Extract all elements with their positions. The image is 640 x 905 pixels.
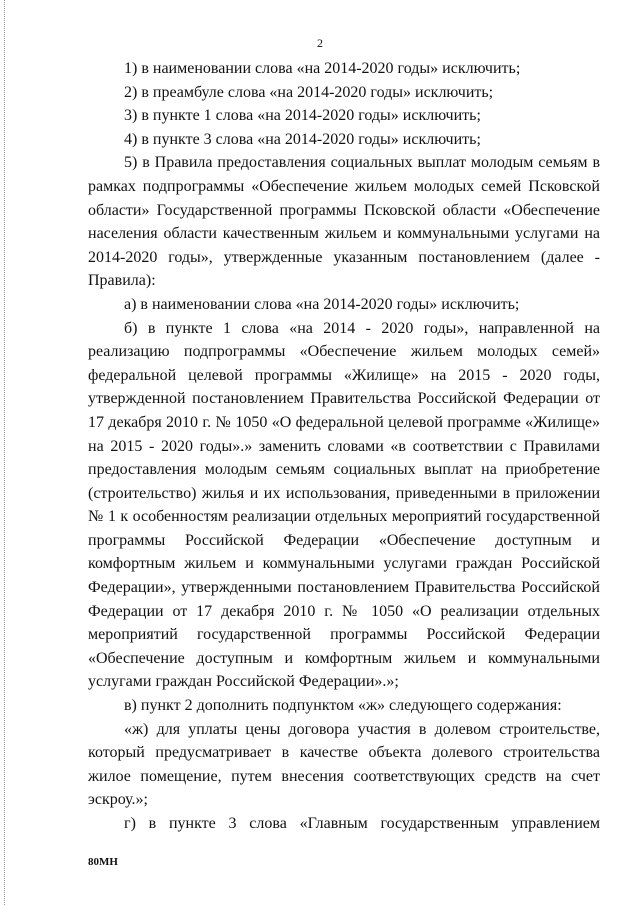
paragraph-zh: «ж) для уплаты цены договора участия в долевом строительстве, который предусматривает в качестве объекта долевого строительства жилое помещение, путем внесения соответствующих средств на счет эскроу.»;: [88, 720, 600, 809]
paragraph-1: 1) в наименовании слова «на 2014-2020 годы» исключить;: [124, 60, 521, 77]
document-body: [88, 57, 600, 836]
paragraph-3: 3) в пункте 1 слова «на 2014-2020 годы» исключить;: [124, 107, 481, 125]
page-number: 2: [317, 36, 323, 50]
paragraph-4: 4) в пункте 3 слова «на 2014-2020 годы» исключить;: [124, 130, 481, 148]
footer-code: 80МН: [88, 856, 118, 868]
paragraph-a: а) в наименовании слова «на 2014-2020 годы» исключить;: [124, 295, 520, 313]
paragraph-b: б) в пункте 1 слова «на 2014 - 2020 годы», направленной на реализацию подпрограммы «Обеспечение жильем молодых семей» федеральной целевой программы «Жилище» на 2015 - 2020 годы, утвержденной постановлением Правительства Российской Федерации от 17 декабря 2010 г. № 1050 «О федеральной целевой программе «Жилище» на 2015 - 2020 годы».» заменить словами «в соответствии с Правилами предоставления молодым семьям социальных выплат на приобретение (строительство) жилья и их использования, приведенными в приложении № 1 к особенностям реализации отдельных мероприятий государственной программы Российской Федерации «Обеспечение доступным и комфортным жильем и коммунальными услугами граждан Российской Федерации», утвержденными постановлением Правительства Российской Федерации от 17 декабря 2010 г. № 1050 «О реализации отдельных мероприятий государственной программы Российской Федерации «Обеспечение доступным и комфортным жильем и коммунальными услугами граждан Российской Федерации».»;: [88, 319, 600, 691]
paragraph-5: 5) в Правила предоставления социальных выплат молодым семьям в рамках подпрограммы «Обеспечение жильем молодых семей Псковской области» Государственной программы Псковской области «Обеспечение населения области качественным жильем и коммунальными услугами на 2014-2020 годы», утвержденные указанным постановлением (далее - Правила):: [88, 154, 600, 290]
paragraph-v: в) пункт 2 дополнить подпунктом «ж» следующего содержания:: [124, 697, 562, 715]
paragraph-2: 2) в преамбуле слова «на 2014-2020 годы» исключить;: [124, 83, 494, 101]
scan-edge-line: [4, 0, 5, 905]
paragraph-g: г) в пункте 3 слова «Главным государственным управлением: [124, 815, 600, 832]
